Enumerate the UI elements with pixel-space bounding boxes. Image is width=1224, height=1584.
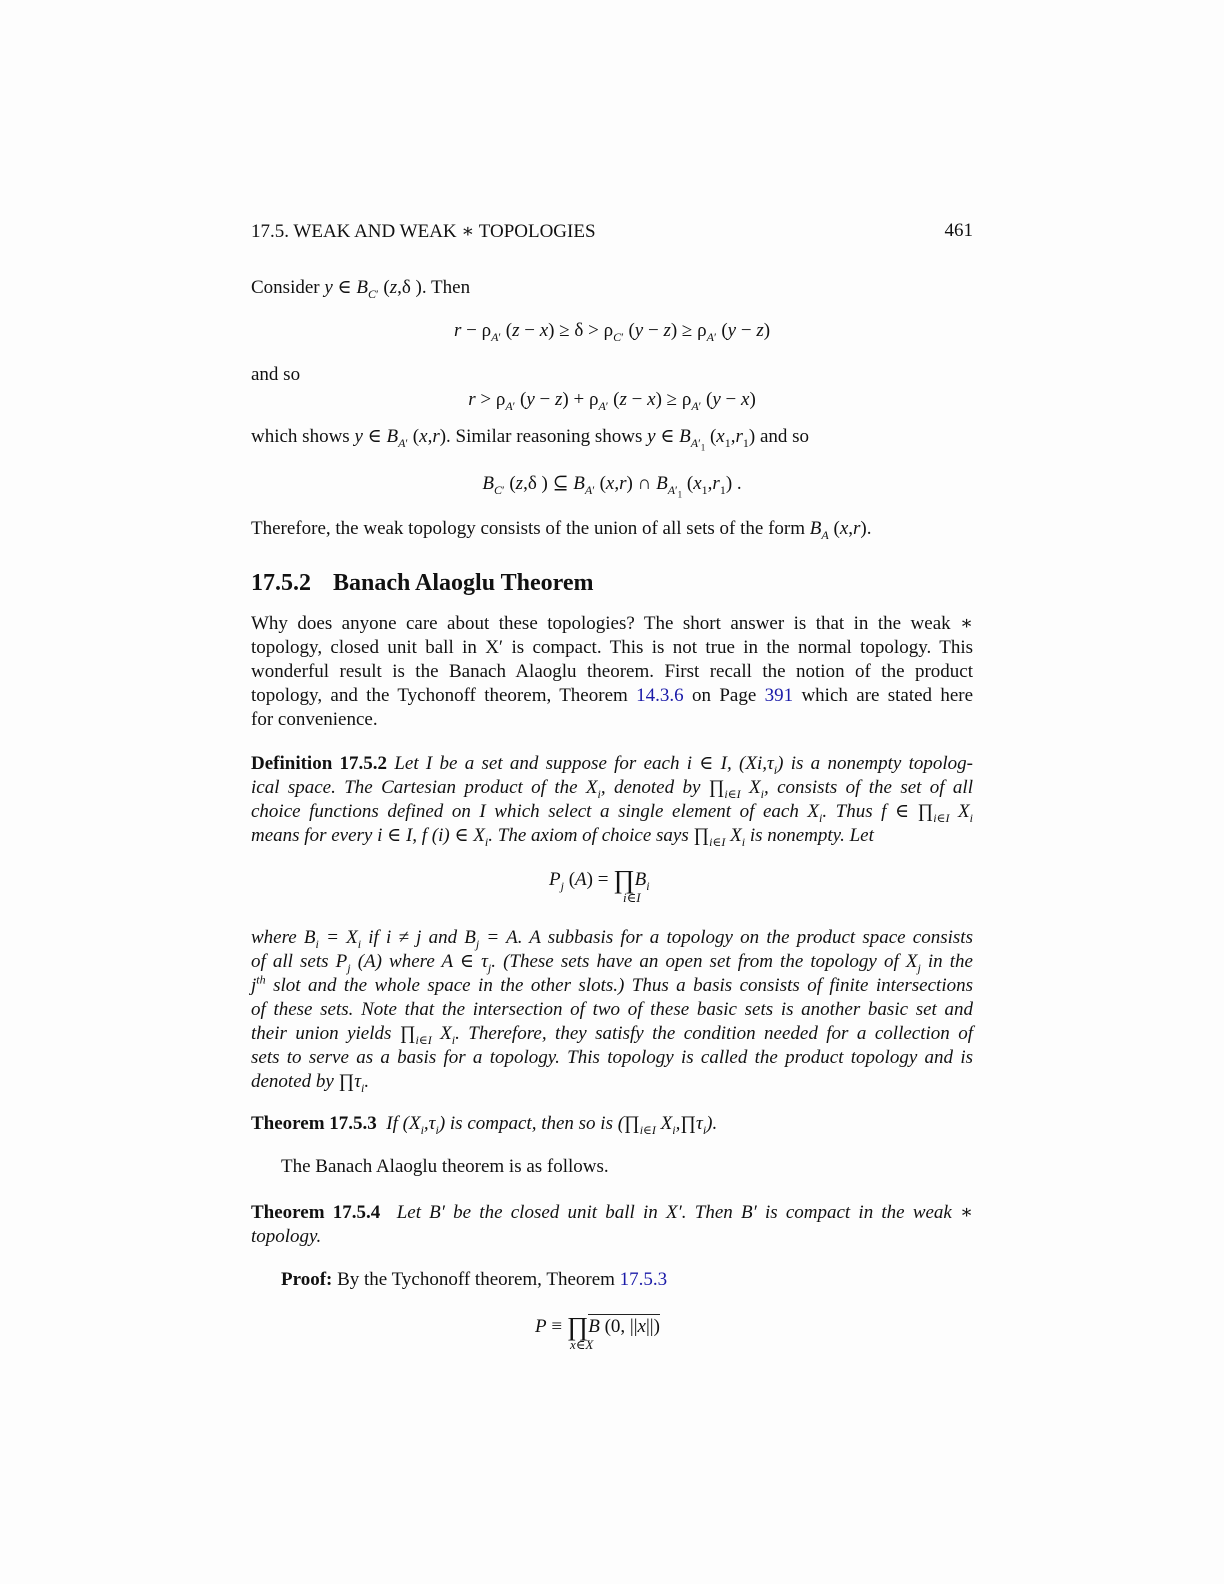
theorem-17-5-4-line2: topology. xyxy=(251,1226,322,1247)
definition-rest7: denoted by $\prod\tau_i$. xyxy=(251,1071,370,1095)
text-consider: Consider xyxy=(251,277,320,298)
definition-rest1: where $B_i = X_i$ if i ≠ j and $B_j = A$. A subbasis for a topology on the product space consists xyxy=(251,927,973,951)
para1-line5: for convenience. xyxy=(251,709,378,730)
equation-1: $r - \rho_{A'}$ $(z - x) \ge \delta > \rho_{C'}$ $(y - z) \ge \rho_{A'}$ (y − z) xyxy=(453,320,771,344)
proof-label: Proof: xyxy=(281,1269,333,1290)
which-shows-line: which shows y ∈ $B_{A'}$ (x,r). Similar reasoning shows y ∈ $B_{A'_1}$ $(x_1,r_1)$ and so xyxy=(251,426,810,453)
theorem-17-5-4-line1: Theorem 17.5.4 Let B′ be the closed unit ball in X′. Then B′ is compact in the weak ∗ xyxy=(251,1202,973,1223)
para1-tail: which are stated here xyxy=(801,685,974,706)
para1-line3: wonderful result is the Banach Alaoglu theorem. First recall the notion of the product xyxy=(251,661,973,682)
text-therefore: Therefore, the weak topology consists of the union of all sets of the form xyxy=(251,518,806,539)
definition-label: Definition 17.5.2 xyxy=(251,753,388,774)
section-title: Banach Alaoglu Theorem xyxy=(333,570,594,596)
text-and-so-2: and so xyxy=(759,426,810,447)
theorem-17-5-3: Theorem 17.5.3 If $(X_i,\tau_i)$ is compact, then so is ($\prod_{i\in I}$ $X_i,\prod\tau_i$). xyxy=(251,1113,718,1137)
link-page-391[interactable]: 391 xyxy=(764,685,794,706)
section-heading xyxy=(251,570,593,597)
definition-rest5: their union yields $\prod_{i\in I}$ $X_i$. Therefore, they satisfy the condition needed for a collection of xyxy=(251,1023,974,1047)
para1-line1: Why does anyone care about these topologies? The short answer is that in the weak ∗ xyxy=(251,613,973,634)
definition-rest4: of these sets. Note that the intersection of two of these basic sets is another basic set and xyxy=(251,999,973,1020)
definition-rest2: of all sets $P_j$ (A) where A ∈ $\tau_j$. (These sets have an open set from the topology of $X_j$ in the xyxy=(251,951,973,975)
consider-line: Consider y ∈ $B_{C'}$ (z,δ ). Then xyxy=(251,277,471,301)
product-index: i∈I xyxy=(623,890,641,905)
equation-2: $r > \rho_{A'}$ $(y - z) + \rho_{A'}$ $(z - x) \ge \rho_{A'}$ (y − x) xyxy=(468,389,756,413)
para1-line4 xyxy=(251,684,973,708)
proof-line xyxy=(281,1269,667,1291)
definition-rest3: $j^{th}$ slot and the whole space in the other slots.) Thus a basis consists of finite intersections xyxy=(251,972,974,996)
definition-line4: means for every i ∈ I, f (i) ∈ $X_i$. The axiom of choice says $\prod_{i\in I}$ $X_i$ is nonempty. Let xyxy=(251,825,874,849)
page-number: 461 xyxy=(944,220,973,241)
banach-intro: The Banach Alaoglu theorem is as follows. xyxy=(281,1156,609,1177)
text-similar: . Similar reasoning shows xyxy=(446,426,643,447)
equation-3: $B_{C'}$ (z,δ ) ⊆ $B_{A'}$ (x,r) ∩ $B_{A'_1}$ $(x_1,r_1)$ . xyxy=(482,473,742,500)
therefore-line: Therefore, the weak topology consists of the union of all sets of the form $B_A$ (x,r). xyxy=(251,518,872,542)
definition-line1: Definition 17.5.2 Let I be a set and suppose for each i ∈ I, $(Xi,\tau_i)$ is a nonempty topolog- xyxy=(251,753,973,777)
product-index-x: x∈X xyxy=(570,1337,594,1352)
theorem1-label: Theorem 17.5.3 xyxy=(251,1113,377,1134)
section-header: 17.5. WEAK AND WEAK ∗ TOPOLOGIES xyxy=(251,221,596,242)
section-number: 17.5.2 xyxy=(251,570,311,596)
definition-line2: ical space. The Cartesian product of the $X_i$, denoted by $\prod_{i\in I}$ $X_i$, consists of the set of all xyxy=(251,777,973,801)
definition-line3: choice functions defined on I which select a single element of each $X_i$. Thus f ∈ $\prod_{i\in I}$ $X_i$ xyxy=(251,801,974,825)
and-so-line: and so xyxy=(251,364,301,385)
text-which-shows: which shows xyxy=(251,426,350,447)
equation-P: P ≡ ∏B (0, ||x||) xyxy=(535,1312,660,1341)
definition-rest6: sets to serve as a basis for a topology. This topology is called the product topology and is xyxy=(251,1047,973,1068)
para1-text: topology, and the Tychonoff theorem, Theorem xyxy=(251,685,628,706)
text-then: . Then xyxy=(421,277,471,298)
running-header xyxy=(251,220,973,243)
equation-product: $P_j$ $(A) = \prod B_i$ xyxy=(549,865,650,894)
para1-line2: topology, closed unit ball in X′ is compact. This is not true in the normal topology. This xyxy=(251,637,973,658)
theorem2-label: Theorem 17.5.4 xyxy=(251,1202,381,1223)
proof-text: By the Tychonoff theorem, Theorem xyxy=(337,1269,615,1290)
link-theorem-14-3-6[interactable]: 14.3.6 xyxy=(636,685,684,706)
para1-on-page: on Page xyxy=(691,685,757,706)
link-theorem-17-5-3[interactable]: 17.5.3 xyxy=(619,1269,668,1290)
